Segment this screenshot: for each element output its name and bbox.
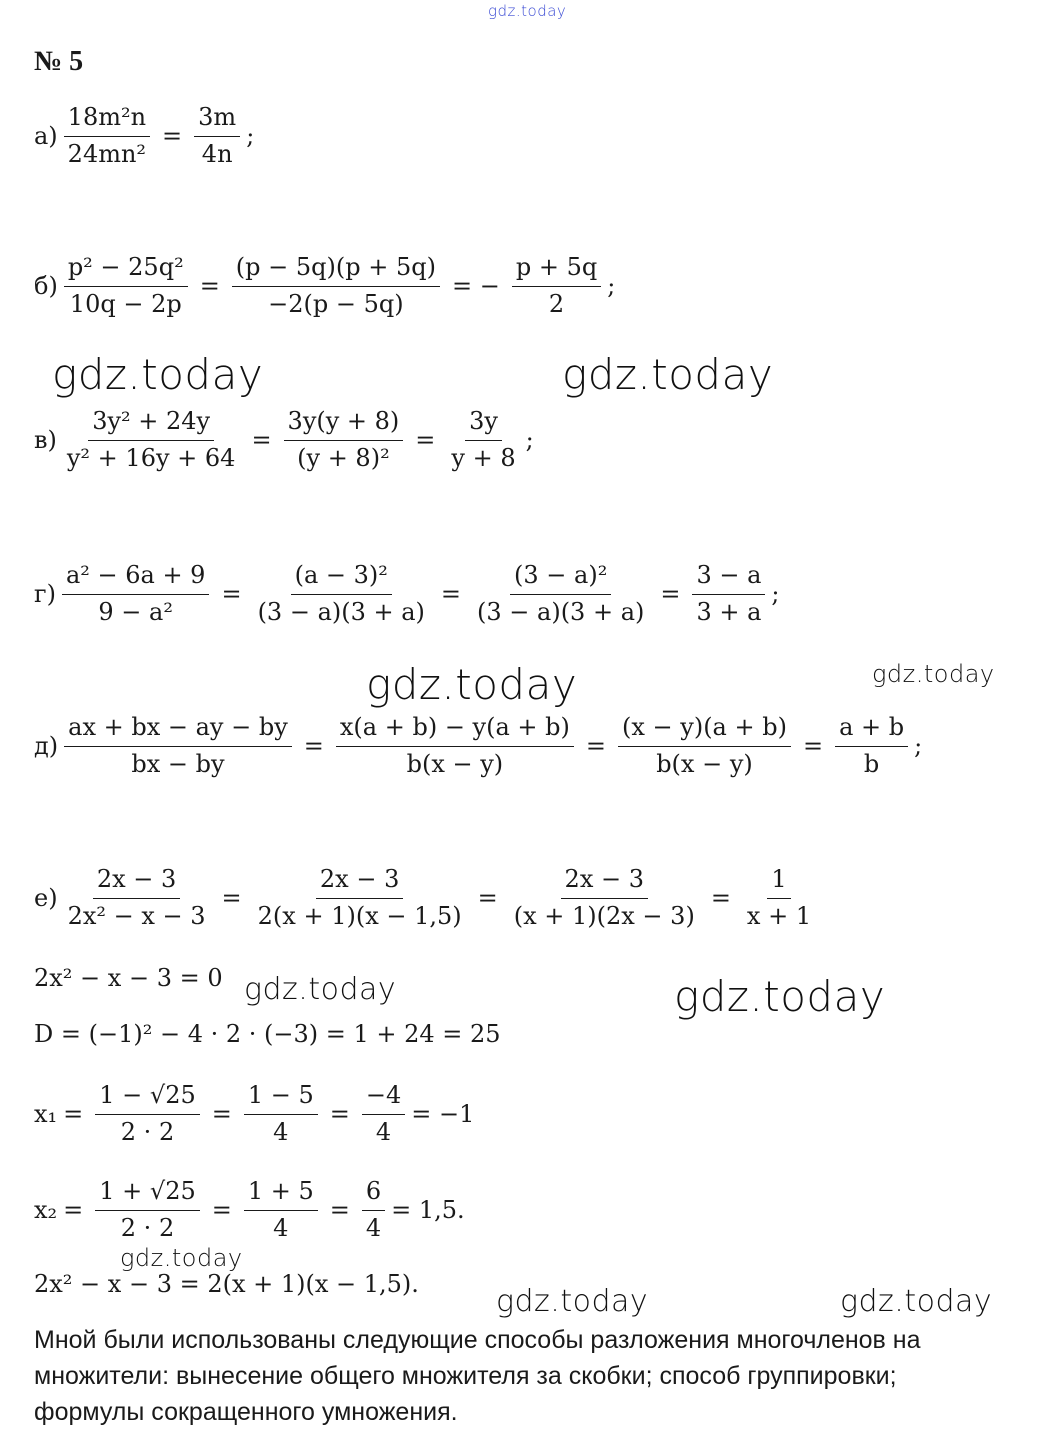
fraction: [244, 1082, 318, 1146]
fraction: [64, 254, 188, 318]
denominator: x + 1: [746, 901, 812, 930]
denominator: b(x − y): [656, 749, 753, 778]
numerator: 3m: [194, 104, 240, 137]
numerator: p + 5q: [512, 254, 601, 287]
fraction: [284, 408, 404, 472]
numerator: 1 − 5: [244, 1082, 318, 1115]
conclusion-line: множители: вынесение общего множителя за скобки; способ группировки;: [34, 1362, 897, 1390]
problem-title: № 5: [34, 46, 84, 77]
watermark: gdz.today: [872, 660, 995, 688]
item-label: г): [34, 580, 56, 609]
denominator: b: [863, 749, 880, 778]
terminator: ;: [771, 580, 780, 609]
watermark: gdz.today: [120, 1244, 243, 1272]
item-b: [34, 254, 615, 318]
item-label: е): [34, 884, 58, 913]
fraction: [232, 254, 440, 318]
fraction: [473, 562, 648, 626]
discriminant-line: D = (−1)² − 4 · 2 · (−3) = 1 + 24 = 25: [34, 1020, 501, 1048]
numerator: 18m²n: [64, 104, 150, 137]
fraction: [95, 1178, 199, 1242]
conclusion-paragraph: [34, 1322, 921, 1430]
operator: =: [329, 1196, 350, 1225]
numerator: 6: [362, 1178, 385, 1211]
fraction: [512, 254, 601, 318]
denominator: 2 · 2: [120, 1117, 175, 1146]
numerator: x(a + b) − y(a + b): [336, 714, 574, 747]
numerator: (a − 3)²: [291, 562, 392, 595]
fraction: [64, 866, 210, 930]
conclusion-line: Мной были использованы следующие способы разложения многочленов на: [34, 1326, 921, 1354]
denominator: 24mn²: [67, 139, 147, 168]
numerator: 3y² + 24y: [88, 408, 214, 441]
fraction: [447, 408, 519, 472]
operator: =: [440, 580, 462, 609]
numerator: −4: [362, 1082, 405, 1115]
numerator: 1 − √25: [95, 1082, 199, 1115]
result: = −1: [411, 1100, 475, 1129]
root-x2: [34, 1178, 465, 1242]
numerator: 1 + 5: [244, 1178, 318, 1211]
denominator: −2(p − 5q): [268, 289, 404, 318]
fraction: [244, 1178, 318, 1242]
fraction: [692, 562, 765, 626]
item-label: в): [34, 426, 57, 455]
operator: =: [303, 732, 324, 761]
denominator: (3 − a)(3 + a): [477, 597, 645, 626]
fraction: [194, 104, 240, 168]
watermark-top: gdz.today: [488, 2, 567, 20]
fraction: [743, 866, 815, 930]
denominator: bx − by: [131, 749, 225, 778]
fraction: [254, 866, 466, 930]
numerator: 2x − 3: [93, 866, 180, 899]
fraction: [62, 562, 210, 626]
root-x1: [34, 1082, 474, 1146]
fraction: [835, 714, 908, 778]
watermark: gdz.today: [496, 1284, 649, 1319]
fraction: [362, 1178, 385, 1242]
numerator: p² − 25q²: [64, 254, 188, 287]
denominator: 4: [375, 1117, 392, 1146]
operator: =: [415, 426, 436, 455]
operator: =: [710, 884, 731, 913]
watermark: gdz.today: [562, 350, 774, 399]
item-d: [34, 714, 922, 778]
numerator: a² − 6a + 9: [62, 562, 210, 595]
terminator: ;: [607, 272, 616, 301]
denominator: 2x² − x − 3: [67, 901, 206, 930]
numerator: a + b: [835, 714, 908, 747]
denominator: 4n: [201, 139, 233, 168]
root-label: x₁: [34, 1100, 58, 1129]
fraction: [618, 714, 791, 778]
watermark: gdz.today: [674, 972, 886, 1021]
denominator: b(x − y): [406, 749, 504, 778]
denominator: 4: [273, 1213, 289, 1242]
denominator: y + 8: [451, 443, 516, 472]
numerator: (3 − a)²: [510, 562, 611, 595]
operator: =: [660, 580, 681, 609]
operator: =: [585, 732, 606, 761]
fraction: [336, 714, 574, 778]
terminator: ;: [914, 732, 923, 761]
watermark: gdz.today: [366, 660, 578, 709]
numerator: 1 + √25: [95, 1178, 199, 1211]
denominator: y² + 16y + 64: [66, 443, 236, 472]
item-e: [34, 866, 821, 930]
denominator: 9 − a²: [98, 597, 173, 626]
operator: =: [221, 884, 242, 913]
numerator: 2x − 3: [561, 866, 648, 899]
denominator: 2(x + 1)(x − 1,5): [257, 901, 462, 930]
numerator: 3 − a: [692, 562, 765, 595]
item-a: [34, 104, 254, 168]
denominator: 4: [365, 1213, 382, 1242]
denominator: 3 + a: [696, 597, 762, 626]
fraction: [95, 1082, 199, 1146]
operator: =: [221, 580, 242, 609]
operator: =: [162, 122, 183, 151]
denominator: (x + 1)(2x − 3): [513, 901, 695, 930]
watermark: gdz.today: [244, 972, 397, 1007]
denominator: 10q − 2p: [69, 289, 182, 318]
numerator: ax + bx − ay − by: [64, 714, 292, 747]
watermark: gdz.today: [840, 1284, 993, 1319]
operator: =: [63, 1196, 84, 1225]
numerator: 2x − 3: [316, 866, 403, 899]
operator: =: [802, 732, 824, 761]
item-label: а): [34, 122, 58, 151]
result: = 1,5.: [391, 1196, 465, 1225]
operator: =: [251, 426, 272, 455]
fraction: [63, 408, 240, 472]
denominator: 4: [273, 1117, 289, 1146]
fraction: [64, 714, 292, 778]
equation-line: 2x² − x − 3 = 0: [34, 964, 223, 992]
fraction: [64, 104, 150, 168]
fraction: [510, 866, 699, 930]
item-label: б): [34, 272, 58, 301]
fraction: [254, 562, 429, 626]
terminator: ;: [246, 122, 255, 151]
item-g: [34, 562, 780, 626]
operator: =: [477, 884, 498, 913]
operator: = −: [451, 272, 500, 301]
denominator: 2 · 2: [120, 1213, 175, 1242]
operator: =: [329, 1100, 350, 1129]
operator: =: [211, 1196, 232, 1225]
denominator: 2: [548, 289, 565, 318]
item-label: д): [34, 732, 59, 761]
numerator: (x − y)(a + b): [618, 714, 791, 747]
conclusion-line: формулы сокращенного умножения.: [34, 1398, 458, 1426]
terminator: ;: [525, 426, 534, 455]
numerator: (p − 5q)(p + 5q): [232, 254, 440, 287]
denominator: (3 − a)(3 + a): [257, 597, 425, 626]
factorization-line: 2x² − x − 3 = 2(x + 1)(x − 1,5).: [34, 1270, 419, 1298]
numerator: 1: [767, 866, 790, 899]
operator: =: [63, 1100, 84, 1129]
numerator: 3y(y + 8): [284, 408, 404, 441]
operator: =: [211, 1100, 232, 1129]
denominator: (y + 8)²: [297, 443, 390, 472]
root-label: x₂: [34, 1196, 58, 1225]
watermark: gdz.today: [52, 350, 264, 399]
numerator: 3y: [465, 408, 502, 441]
operator: =: [199, 272, 220, 301]
item-v: [34, 408, 534, 472]
fraction: [362, 1082, 405, 1146]
